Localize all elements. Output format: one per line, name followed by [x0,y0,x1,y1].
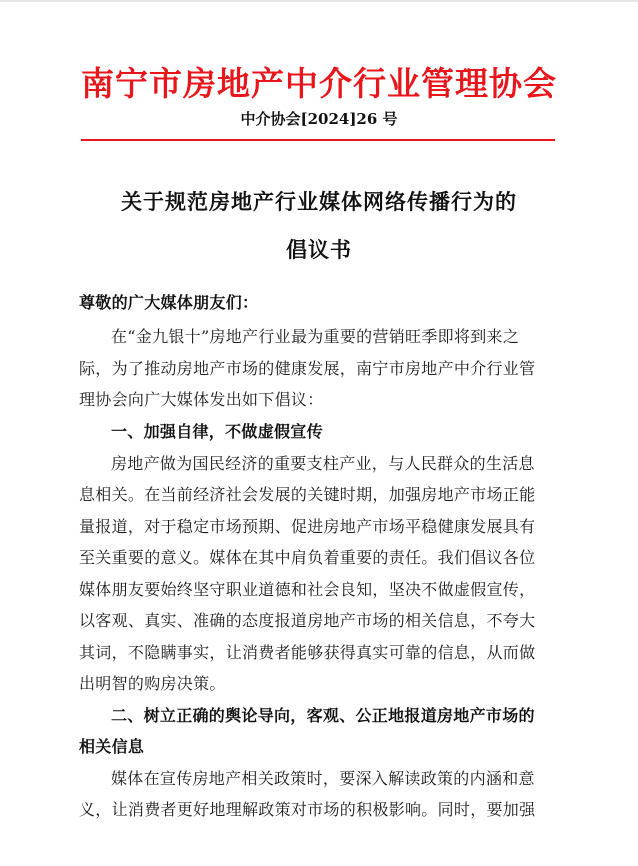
document-title-line-1: 关于规范房地产行业媒体网络传播行为的 [121,189,517,214]
paragraph-line: 其词，不隐瞒事实，让消费者能够获得真实可靠的信息，从而做 [79,643,536,662]
paragraph-line: 至关重要的意义。媒体在其中肩负着重要的责任。我们倡议各位 [79,548,536,567]
paragraph-line: 媒体朋友要始终坚守职业道德和社会良知，坚决不做虚假宣传， [79,580,536,599]
paragraph-line: 以客观、真实、准确的态度报道房地产市场的相关信息，不夸大 [79,611,536,630]
page-edge [0,0,638,2]
paragraph-line: 息相关。在当前经济社会发展的关键时期，加强房地产市场正能 [79,485,536,504]
paragraph-line: 媒体在宣传房地产相关政策时，要深入解读政策的内涵和意 [111,769,535,788]
organization-header: 南宁市房地产中介行业管理协会 [81,64,557,103]
paragraph-line: 房地产做为国民经济的重要支柱产业，与人民群众的生活息 [111,454,535,473]
paragraph-line: 出明智的购房决策。 [79,674,226,693]
section-heading-1: 一、加强自律，不做虚假宣传 [111,422,323,441]
section-heading-2-cont: 相关信息 [79,737,145,756]
paragraph-line: 在“金九银十”房地产行业最为重要的营销旺季即将到来之 [111,327,520,346]
paragraph-line: 理协会向广大媒体发出如下倡议： [79,390,324,409]
paragraph-line: 义，让消费者更好地理解政策对市场的积极影响。同时，要加强 [79,800,536,819]
header-divider [81,139,555,141]
paragraph-line: 际，为了推动房地产市场的健康发展，南宁市房地产中介行业管 [79,359,536,378]
document-number: 中介协会[2024]26 号 [240,110,398,128]
salutation: 尊敬的广大媒体朋友们： [79,293,259,312]
paragraph-line: 量报道，对于稳定市场预期、促进房地产市场平稳健康发展具有 [79,517,536,536]
document-title-line-2: 倡议书 [286,237,352,262]
section-heading-2: 二、树立正确的舆论导向，客观、公正地报道房地产市场的 [111,706,535,725]
